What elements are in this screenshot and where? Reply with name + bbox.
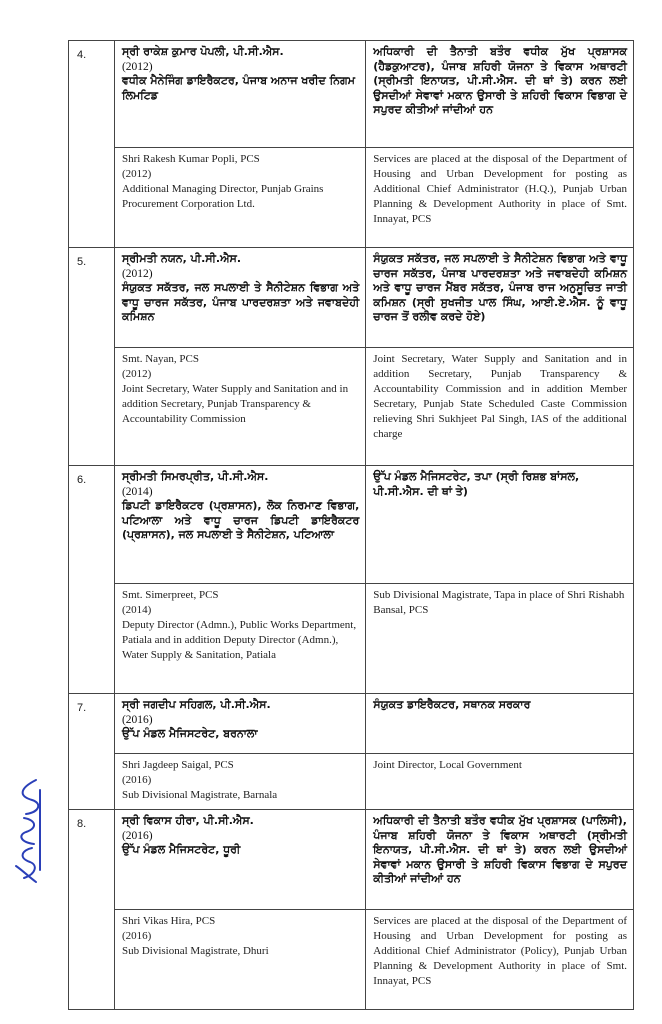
- table-row: [69, 248, 634, 348]
- officer-punjabi: [114, 41, 365, 148]
- officer-current-post: ਉੱਪ ਮੰਡਲ ਮੈਜਿਸਟਰੇਟ, ਬਰਨਾਲਾ: [121, 727, 258, 740]
- officer-punjabi: [114, 810, 365, 910]
- serial-number: 6.: [69, 466, 115, 694]
- table-row: [69, 466, 634, 584]
- officer-batch: (2016): [121, 713, 153, 726]
- officer-punjabi: [114, 248, 365, 348]
- serial-number: 5.: [69, 248, 115, 466]
- table-row: [69, 584, 634, 694]
- officer-name: Smt. Simerpreet, PCS: [121, 589, 219, 601]
- officer-current-post: ਵਧੀਕ ਮੈਨੇਜਿੰਗ ਡਾਇਰੈਕਟਰ, ਪੰਜਾਬ ਅਨਾਜ ਖਰੀਦ ਨਿਗਮ ਲਿਮਟਿਡ: [121, 74, 355, 102]
- officer-punjabi: [114, 694, 365, 754]
- table-row: [69, 694, 634, 754]
- officer-batch: (2012): [121, 368, 152, 380]
- officer-name: Smt. Nayan, PCS: [121, 353, 199, 365]
- posting-order-punjabi: ਅਧਿਕਾਰੀ ਦੀ ਤੈਨਾਤੀ ਬਤੌਰ ਵਧੀਕ ਮੁੱਖ ਪ੍ਰਸ਼ਾਸਕ (ਪਾਲਿਸੀ), ਪੰਜਾਬ ਸ਼ਹਿਰੀ ਯੋਜਨਾ ਤੇ ਵਿਕਾਸ ਅਥਾਰਟੀ (ਸ੍ਰੀਮਤੀ ਇਨਾਯਤ, ਪੀ.ਸੀ.ਐਸ. ਦੀ ਥਾਂ ਤੇ) ਕਰਨ ਲਈ ਉਸਦੀਆਂ ਸੇਵਾਵਾਂ ਮਕਾਨ ਉਸਾਰੀ ਤੇ ਸ਼ਹਿਰੀ ਵਿਕਾਸ ਵਿਭਾਗ ਦੇ ਸਪੁਰਦ ਕੀਤੀਆਂ ਜਾਂਦੀਆਂ ਹਨ: [366, 810, 634, 910]
- officer-batch: (2012): [121, 168, 152, 180]
- officer-english: [114, 910, 365, 1010]
- officer-name: ਸ੍ਰੀ ਜਗਦੀਪ ਸਹਿਗਲ, ਪੀ.ਸੀ.ਐਸ.: [121, 698, 271, 711]
- officer-english: [114, 584, 365, 694]
- serial-number: 7.: [69, 694, 115, 810]
- officer-current-post: ਡਿਪਟੀ ਡਾਇਰੈਕਟਰ (ਪ੍ਰਸ਼ਾਸਨ), ਲੋਕ ਨਿਰਮਾਣ ਵਿਭਾਗ, ਪਟਿਆਲਾ ਅਤੇ ਵਾਧੂ ਚਾਰਜ ਡਿਪਟੀ ਡਾਇਰੈਕਟਰ (ਪ੍ਰਸ਼ਾਸਨ), ਜਲ ਸਪਲਾਈ ਤੇ ਸੈਨੀਟੇਸ਼ਨ, ਪਟਿਆਲਾ: [121, 499, 360, 541]
- serial-number: 8.: [69, 810, 115, 1010]
- table-row: [69, 810, 634, 910]
- officer-english: [114, 148, 365, 248]
- table-row: [69, 754, 634, 810]
- officer-current-post: Sub Divisional Magistrate, Barnala: [121, 789, 278, 801]
- officer-name: ਸ੍ਰੀ ਰਾਕੇਸ਼ ਕੁਮਾਰ ਪੋਪਲੀ, ਪੀ.ਸੀ.ਐਸ.: [121, 45, 284, 58]
- officer-english: [114, 754, 365, 810]
- officer-name: ਸ੍ਰੀਮਤੀ ਨਯਨ, ਪੀ.ਸੀ.ਐਸ.: [121, 252, 242, 265]
- officer-current-post: ਸੰਯੁਕਤ ਸਕੱਤਰ, ਜਲ ਸਪਲਾਈ ਤੇ ਸੈਨੀਟੇਸ਼ਨ ਵਿਭਾਗ ਅਤੇ ਵਾਧੂ ਚਾਰਜ ਸਕੱਤਰ, ਪੰਜਾਬ ਪਾਰਦਰਸ਼ਤਾ ਅਤੇ ਜਵਾਬਦੇਹੀ ਕਮਿਸ਼ਨ: [121, 281, 360, 323]
- officer-batch: (2014): [121, 485, 153, 498]
- posting-order-punjabi: ਸੰਯੁਕਤ ਡਾਇਰੈਕਟਰ, ਸਥਾਨਕ ਸਰਕਾਰ: [366, 694, 634, 754]
- posting-order-english: Services are placed at the disposal of the Department of Housing and Urban Development for posting as Additional Chief Administrator (Policy), Punjab Urban Planning & Development Authority in place of Smt. Innayat, PCS: [366, 910, 634, 1010]
- posting-order-english: Joint Secretary, Water Supply and Sanitation and in addition Secretary, Punjab Transparency & Accountability Commission and in addition Member Secretary, Punjab State Scheduled Caste Commission relieving Shri Sukhjeet Pal Singh, IAS of the additional charge: [366, 348, 634, 466]
- table-row: [69, 910, 634, 1010]
- officer-name: Shri Vikas Hira, PCS: [121, 915, 216, 927]
- officer-batch: (2016): [121, 829, 153, 842]
- posting-order-punjabi: ਅਧਿਕਾਰੀ ਦੀ ਤੈਨਾਤੀ ਬਤੌਰ ਵਧੀਕ ਮੁੱਖ ਪ੍ਰਸ਼ਾਸਕ (ਹੈਡਕੁਆਟਰ), ਪੰਜਾਬ ਸ਼ਹਿਰੀ ਯੋਜਨਾ ਤੇ ਵਿਕਾਸ ਅਥਾਰਟੀ (ਸ੍ਰੀਮਤੀ ਇਨਾਯਤ, ਪੀ.ਸੀ.ਐਸ. ਦੀ ਥਾਂ ਤੇ) ਕਰਨ ਲਈ ਉਸਦੀਆਂ ਸੇਵਾਵਾਂ ਮਕਾਨ ਉਸਾਰੀ ਤੇ ਸ਼ਹਿਰੀ ਵਿਕਾਸ ਵਿਭਾਗ ਦੇ ਸਪੁਰਦ ਕੀਤੀਆਂ ਜਾਂਦੀਆਂ ਹਨ: [366, 41, 634, 148]
- officer-batch: (2012): [121, 267, 153, 280]
- officer-name: ਸ੍ਰੀ ਵਿਕਾਸ ਹੀਰਾ, ਪੀ.ਸੀ.ਐਸ.: [121, 814, 254, 827]
- officer-current-post: Deputy Director (Admn.), Public Works Department, Patiala and in addition Deputy Director (Admn.), Water Supply & Sanitation, Patiala: [121, 619, 357, 661]
- posting-order-punjabi: ਉੱਪ ਮੰਡਲ ਮੈਜਿਸਟਰੇਟ, ਤਪਾ (ਸ੍ਰੀ ਰਿਸ਼ਭ ਬਾਂਸਲ, ਪੀ.ਸੀ.ਐਸ. ਦੀ ਥਾਂ ਤੇ): [366, 466, 634, 584]
- posting-order-punjabi: ਸੰਯੁਕਤ ਸਕੱਤਰ, ਜਲ ਸਪਲਾਈ ਤੇ ਸੈਨੀਟੇਸ਼ਨ ਵਿਭਾਗ ਅਤੇ ਵਾਧੂ ਚਾਰਜ ਸਕੱਤਰ, ਪੰਜਾਬ ਪਾਰਦਰਸ਼ਤਾ ਅਤੇ ਜਵਾਬਦੇਹੀ ਕਮਿਸ਼ਨ ਅਤੇ ਵਾਧੂ ਚਾਰਜ ਮੈਂਬਰ ਸਕੱਤਰ, ਪੰਜਾਬ ਰਾਜ ਅਨੁਸੂਚਿਤ ਜਾਤੀ ਕਮਿਸ਼ਨ (ਸ੍ਰੀ ਸੁਖਜੀਤ ਪਾਲ ਸਿੰਘ, ਆਈ.ਏ.ਐਸ. ਨੂੰ ਵਾਧੂ ਚਾਰਜ ਤੋਂ ਰਲੀਵ ਕਰਦੇ ਹੋਏ): [366, 248, 634, 348]
- table-row: [69, 348, 634, 466]
- officer-current-post: Additional Managing Director, Punjab Grains Procurement Corporation Ltd.: [121, 183, 324, 210]
- table-row: [69, 148, 634, 248]
- officer-current-post: Joint Secretary, Water Supply and Sanitation and in addition Secretary, Punjab Transparency & Accountability Commission: [121, 383, 349, 425]
- officer-punjabi: [114, 466, 365, 584]
- officer-batch: (2016): [121, 774, 152, 786]
- officer-batch: (2012): [121, 60, 153, 73]
- officer-current-post: ਉੱਪ ਮੰਡਲ ਮੈਜਿਸਟਰੇਟ, ਧੂਰੀ: [121, 843, 241, 856]
- transfer-orders-table: [68, 40, 634, 1010]
- officer-name: Shri Rakesh Kumar Popli, PCS: [121, 153, 260, 165]
- officer-name: ਸ੍ਰੀਮਤੀ ਸਿਮਰਪ੍ਰੀਤ, ਪੀ.ਸੀ.ਐਸ.: [121, 470, 269, 483]
- officer-english: [114, 348, 365, 466]
- posting-order-english: Services are placed at the disposal of the Department of Housing and Urban Development for posting as Additional Chief Administrator (H.Q.), Punjab Urban Planning & Development Authority in place of Smt. Innayat, PCS: [366, 148, 634, 248]
- officer-current-post: Sub Divisional Magistrate, Dhuri: [121, 945, 269, 957]
- signature-ink: [16, 780, 40, 882]
- table-row: [69, 41, 634, 148]
- officer-batch: (2016): [121, 930, 152, 942]
- officer-batch: (2014): [121, 604, 152, 616]
- posting-order-english: Joint Director, Local Government: [366, 754, 634, 810]
- officer-name: Shri Jagdeep Saigal, PCS: [121, 759, 234, 771]
- serial-number: 4.: [69, 41, 115, 248]
- handwritten-signature: [6, 770, 50, 890]
- posting-order-english: Sub Divisional Magistrate, Tapa in place of Shri Rishabh Bansal, PCS: [366, 584, 634, 694]
